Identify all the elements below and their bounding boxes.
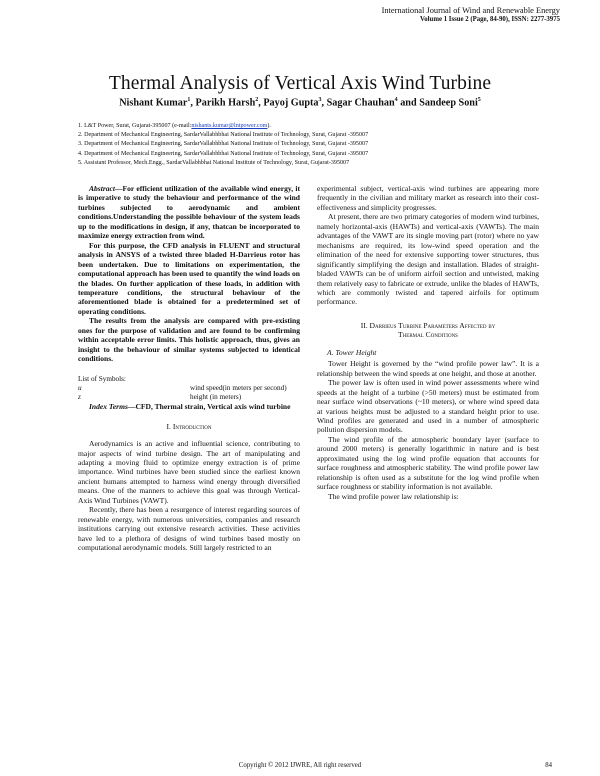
affiliation-text: 1. L&T Power, Surat, Gujarat-395007 (e-mail: (78, 123, 192, 129)
symbol-desc: height (in meters) (190, 393, 242, 402)
affiliations (78, 122, 548, 168)
section-heading-line: II. Darrieus Turbine Parameters Affected by (360, 320, 496, 330)
journal-header (382, 6, 560, 24)
abstract-label: Abstract (89, 184, 115, 193)
body-paragraph: Recently, there has been a resurgence of interest regarding sources of renewable energy, with numerous universities, companies and research institutions carrying out extensive research activities. These activities have led to a plethora of designs of wind turbines based mostly on computational aerodynamic models. Still largely restricted to an (78, 505, 300, 553)
body-paragraph: The power law is often used in wind power assessments where wind speeds at the height of a turbine (>50 meters) must be estimated from near surface wind observations (~10 meters), or where wind speed data at various heights must be adjusted to a standard height prior to use. Wind profiles are generated and used in a number of atmospheric pollution dispersion models. (317, 378, 539, 435)
journal-name: International Journal of Wind and Renewable Energy (381, 6, 560, 15)
symbol: u (78, 383, 82, 392)
affiliation-text: ). (267, 123, 271, 129)
abstract-paragraph (78, 184, 300, 241)
author-name: Sagar Chauhan (326, 97, 395, 109)
index-terms (78, 402, 300, 411)
abstract-text: —For efficient utilization of the available wind energy, it is imperative to study the behaviour and performance of the wind turbines subjected to aerodynamic and ambient conditions.Understanding the possible behaviour of the system leads up to the modifications in design, if any, thatcan be incorporated to maximize energy extraction from wind. (78, 184, 300, 241)
symbols-list (78, 375, 300, 403)
email-link[interactable]: nishants.kumar@lntpower.com (191, 123, 268, 129)
symbol-row (78, 393, 300, 402)
affiliation-2: 2. Department of Mechanical Engineering, SardarVallabhbhai National Institute of Technology, Surat, Gujarat -395007 (78, 132, 369, 139)
author-name: Nishant Kumar (119, 97, 188, 109)
affiliation-3: 3. Department of Mechanical Engineering, SardarVallabhbhai National Institute of Technology, Surat, Gujarat -395007 (78, 141, 369, 148)
body-paragraph: The wind profile power law relationship is: (328, 491, 459, 501)
author-list: Nishant Kumar$^1$, Parikh Harsh$^2$, Payoj Gupta$^3$, Sagar Chauhan$^4$ and Sandeep Soni$^5$ (119, 97, 481, 109)
symbol-row (78, 384, 300, 393)
author-sup: 3 (318, 97, 322, 103)
section-heading: I. Introduction (166, 421, 212, 431)
right-column (317, 184, 539, 501)
author-sup: 2 (255, 97, 259, 103)
body-paragraph: Tower Height is governed by the “wind profile power law”. It is a relationship between the wind speeds at one height, and those at another. (317, 359, 539, 378)
affiliation-1 (78, 122, 548, 131)
index-terms-text: —CFD, Thermal strain, Vertical axis wind turbine (127, 402, 291, 412)
affiliation-5: 5. Assistant Professor, Mech.Engg., SardarVallabhbhai National Institute of Technology, Surat, Gujarat-395007 (78, 159, 350, 166)
section-heading (317, 321, 539, 340)
body-paragraph: The wind profile of the atmospheric boundary layer (surface to around 2000 meters) is generally logarithmic in nature and is best approximated using the log wind profile equation that accounts for surface roughness and atmospheric stability. The wind profile power law relationship is often used as a substitute for the log wind profile when surface roughness or stability information is not available. (317, 434, 539, 492)
author-name: Sandeep Soni (419, 97, 478, 109)
author-name: Payoj Gupta (263, 97, 319, 109)
subsection-heading: A. Tower Height (327, 347, 377, 357)
affiliation-4: 4. Department of Mechanical Engineering, SardarVallabhbhai National Institute of Technology, Surat, Gujarat -395007 (78, 150, 369, 157)
journal-volume: Volume 1 Issue 2 (Page, 84-90), ISSN: 2277-3975 (419, 16, 560, 23)
body-paragraph: Aerodynamics is an active and influential science, contributing to major aspects of wind turbine design. The art of manipulating and adapting a moving fluid to optimize energy extraction is of prime importance. Wind turbines have been studied since the earliest known ancient humans attempted to harness wind energy through diversified means. One of the manners to achieve this goal was through Vertical-Axis Wind Turbines (VAWT). (78, 439, 300, 505)
index-terms-label: Index Terms (89, 402, 128, 412)
author-sup: 5 (477, 97, 481, 103)
page-number: 84 (545, 762, 552, 769)
author-name: Parikh Harsh (195, 97, 256, 109)
paper-title: Thermal Analysis of Vertical Axis Wind Turbine (108, 73, 492, 94)
copyright-footer: Copyright © 2012 IJWRE, All right reserved (238, 762, 362, 769)
symbol-desc: wind speed(in meters per second) (190, 383, 287, 392)
body-paragraph: At present, there are two primary categories of modern wind turbines, namely horizontal-axis (HAWTs) and vertical-axis (VAWTs). The main advantages of the VAWT are its single moving part (rotor) where no yaw mechanisms are required, its low-wind speed operation and the elimination of the need for extensive supporting tower structures, thus significantly simplifying the design and installation. Blades of straight-bladed VAWTs can be of uniform airfoil section and untwisted, making them relatively easy to fabricate or extrude, unlike the blades of HAWTs, which are commonly twisted and tapered airfoils for optimum performance. (317, 212, 539, 307)
author-sup: 4 (394, 97, 398, 103)
section-heading-line: Thermal Conditions (398, 330, 458, 340)
abstract-paragraph: For this purpose, the CFD analysis in FLUENT and structural analysis in ANSYS of a twisted three bladed H-Darrieus rotor has been undertaken. Due to limitations on experimentation, the computational approach has been used to quantify the wind loads on the blades. On further application of these loads, in addition with temperature conditions, the structural behaviour of the aforementioned blade is obtained for a predetermined set of operating conditions. (78, 240, 300, 316)
left-column (78, 184, 300, 553)
symbols-label: List of Symbols: (78, 374, 126, 383)
body-paragraph: experimental subject, vertical-axis wind turbines are appearing more frequently in the civilian and military market as research into their cost-effectiveness and simplicity progresses. (317, 184, 539, 212)
abstract-paragraph: The results from the analysis are compared with pre-existing ones for the purpose of validation and are found to be confirming within acceptable error limits. This holistic approach, thus, gives an insight to the behaviour of similar systems subjected to identical conditions. (78, 316, 300, 364)
author-sup: 1 (187, 97, 191, 103)
symbol: z (78, 393, 81, 402)
